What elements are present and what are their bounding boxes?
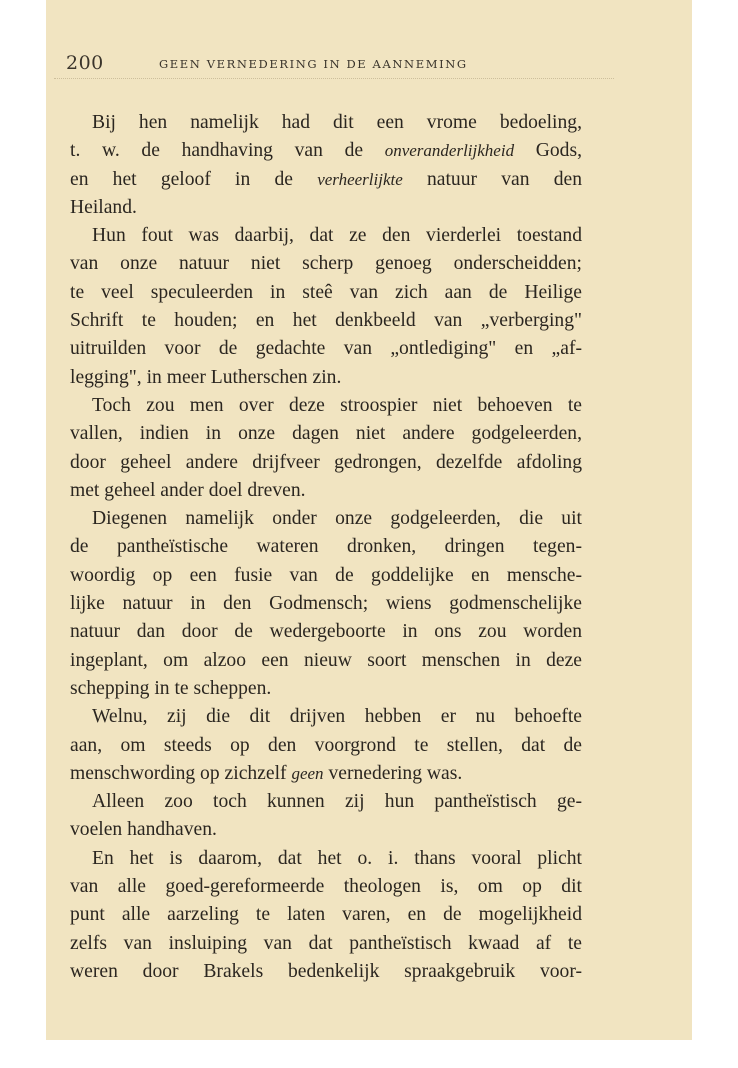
text-line: Welnu, zij die dit drijven hebben er nu behoefte bbox=[92, 706, 582, 728]
page-number: 200 bbox=[66, 52, 104, 74]
text-line: de pantheïstische wateren dronken, dringen tegen- bbox=[70, 536, 582, 558]
text-line: legging", in meer Lutherschen zin. bbox=[70, 366, 342, 388]
text-line: met geheel ander doel dreven. bbox=[70, 479, 306, 501]
paragraph bbox=[70, 788, 582, 845]
text-line: menschwording op zichzelf geen vernedering was. bbox=[70, 762, 463, 784]
paragraph bbox=[70, 845, 582, 986]
text-line: schepping in te scheppen. bbox=[70, 677, 272, 699]
text-line: door geheel andere drijfveer gedrongen, dezelfde afdoling bbox=[70, 451, 582, 473]
text-line: Hun fout was daarbij, dat ze den vierderlei toestand bbox=[92, 225, 582, 247]
text-line: ingeplant, om alzoo een nieuw soort menschen in deze bbox=[70, 649, 582, 671]
text-line: te veel speculeerden in steê van zich aan de Heilige bbox=[70, 281, 582, 303]
text-line: woordig op een fusie van de goddelijke en mensche- bbox=[70, 564, 582, 586]
text-line: Diegenen namelijk onder onze godgeleerden, die uit bbox=[92, 508, 582, 530]
paragraph bbox=[70, 703, 582, 788]
italic-term: geen bbox=[291, 763, 324, 783]
paragraph bbox=[70, 392, 582, 505]
text-line: Heiland. bbox=[70, 196, 137, 218]
text-line: punt alle aarzeling te laten varen, en de mogelijkheid bbox=[70, 904, 582, 926]
italic-term: onveranderlijkheid bbox=[384, 141, 515, 161]
text-line: En het is daarom, dat het o. i. thans vooral plicht bbox=[92, 847, 582, 869]
text-line: natuur dan door de wedergeboorte in ons zou worden bbox=[70, 621, 582, 643]
text-line: weren door Brakels bedenkelijk spraakgebruik voor- bbox=[70, 960, 582, 982]
text-line: van alle goed-gereformeerde theologen is, om op dit bbox=[70, 876, 582, 898]
text-line: zelfs van insluiping van dat pantheïstisch kwaad af te bbox=[70, 932, 582, 954]
body-text bbox=[70, 109, 582, 986]
text-line: uitruilden voor de gedachte van „ontlediging" en „af- bbox=[70, 338, 582, 360]
text-line: aan, om steeds op den voorgrond te stellen, dat de bbox=[70, 734, 582, 756]
text-line: van onze natuur niet scherp genoeg onderscheidden; bbox=[70, 253, 582, 275]
text-line: Toch zou men over deze stroospier niet behoeven te bbox=[92, 394, 582, 416]
header-divider bbox=[54, 78, 614, 79]
paragraph bbox=[70, 505, 582, 703]
text-line: vallen, indien in onze dagen niet andere godgeleerden, bbox=[70, 423, 582, 445]
italic-term: verheerlijkte bbox=[317, 169, 403, 189]
page-header bbox=[66, 52, 626, 80]
text-line: lijke natuur in den Godmensch; wiens godmenschelijke bbox=[70, 593, 582, 615]
text-line: Schrift te houden; en het denkbeeld van „verberging" bbox=[70, 310, 582, 332]
text-line: Alleen zoo toch kunnen zij hun pantheïstisch ge- bbox=[92, 791, 582, 813]
paragraph bbox=[70, 109, 582, 222]
paragraph bbox=[70, 222, 582, 392]
text-line: en het geloof in de verheerlijkte natuur van den bbox=[70, 168, 582, 190]
text-line: t. w. de handhaving van de onveranderlijkheid Gods, bbox=[70, 140, 582, 162]
text-line: Bij hen namelijk had dit een vrome bedoeling, bbox=[92, 112, 582, 133]
running-title: GEEN VERNEDERING IN DE AANNEMING bbox=[159, 57, 468, 71]
text-line: voelen handhaven. bbox=[70, 819, 217, 841]
